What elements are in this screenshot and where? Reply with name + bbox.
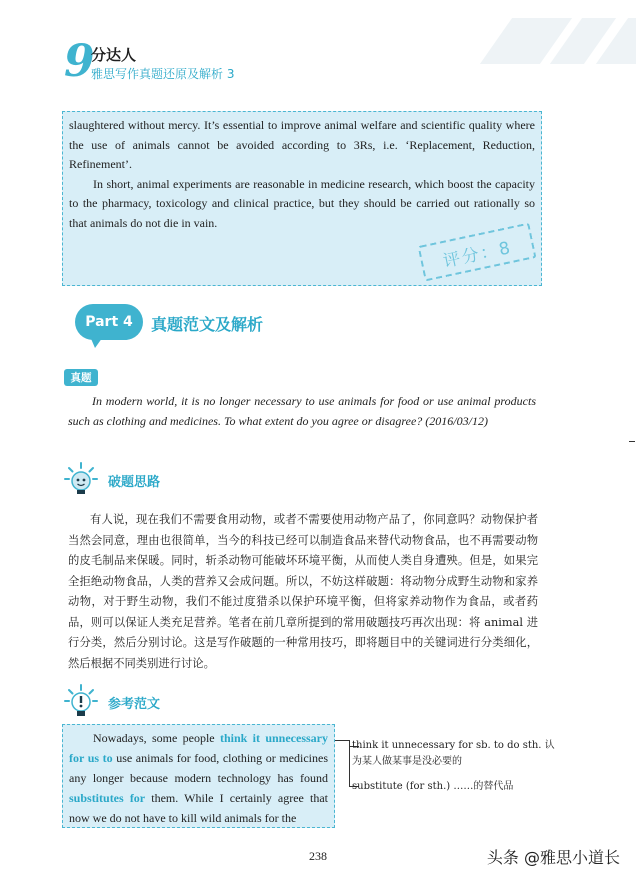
logo-number: 9 [64, 36, 95, 87]
analysis-text: 有人说，现在我们不需要食用动物，或者不需要使用动物产品了，你同意吗？动物保护者当然会同意，理由也很简单，当今的科技已经可以制造食品来替代动物食品，也不再需要动物的皮毛制品来保暖。同时，斩杀动物可能破坏环境平衡，从而使人类自身遭殃。但是，如果完全拒绝动物食品，人类的营养又会成问题。所以，不妨这样破题：将动物分成野生动物和家养动物，对于野生动物，我们不能过度猎杀以保护环境平衡，但将家养动物作为食品，或者药品，则可以保证人类充足营养。笔者在前几章所提到的常用破题技巧再次出现：将 animal 进行分类，然后分别讨论。这是写作破题的一种常用技巧，即将题目中的关键词进行分类细化，然后根据不同类别进行讨论。 [68, 513, 538, 670]
brand-name: 分达人 [91, 46, 137, 64]
page-number: 238 [309, 849, 327, 863]
sample-title: 参考范文 [108, 697, 161, 712]
highlight-phrase: for us to [69, 751, 113, 765]
source-watermark: 头条 @雅思小道长 [486, 848, 620, 867]
essay-paragraph: slaughtered without mercy. It’s essential to improve animal welfare and scientific quality where the use of animals cannot be avoided according to 3Rs, i.e. ‘Replacement, Reduction, Refinement’. [69, 118, 535, 172]
sample-essay-box [62, 724, 335, 828]
note-connector [335, 740, 349, 741]
book-subtitle: 雅思写作真题还原及解析 3 [91, 67, 235, 81]
lightbulb-exclamation-icon [64, 684, 98, 718]
sample-text: use animals for food, clothing or medicines any longer because modern technology has found [69, 751, 328, 785]
sample-text: them. While I certainly agree that now we do not have to kill wild animals for the [69, 791, 328, 825]
part-label: Part 4 [75, 304, 143, 340]
vocab-note-line: think it unnecessary for sb. to do sth. 认 [352, 740, 555, 751]
essay-paragraph: In short, animal experiments are reasonable in medicine research, which boost the capacity to the pharmacy, toxicology and clinical practice, but they should be carried out rationally so that animals do not die in vain. [69, 176, 535, 230]
highlight-phrase: think it unnecessary [219, 731, 328, 745]
vocab-note-line: 为某人做某事是没必要的 [352, 756, 462, 767]
topic-question [68, 392, 536, 431]
analysis-title: 破题思路 [108, 475, 161, 490]
lightbulb-face-icon [64, 462, 98, 496]
header-decoration [436, 0, 636, 88]
topic-tag: 真题 [64, 369, 98, 386]
highlight-phrase: substitutes for [69, 791, 146, 805]
topic-question-text: In modern world, it is no longer necessary to use animals for food or use animal products such as clothing and medicines. To what extent do you agree or disagree? (2016/03/12) [68, 394, 536, 428]
vocab-note [352, 738, 555, 770]
part-title: 真题范文及解析 [151, 315, 264, 334]
sample-paragraph [69, 728, 328, 828]
score-stamp: 评分：8 [418, 223, 537, 282]
sample-text: Nowadays, some people [93, 731, 220, 745]
vocab-note: substitute (for sth.) ……的替代品 [352, 781, 514, 792]
page-edge-mark [629, 441, 635, 442]
